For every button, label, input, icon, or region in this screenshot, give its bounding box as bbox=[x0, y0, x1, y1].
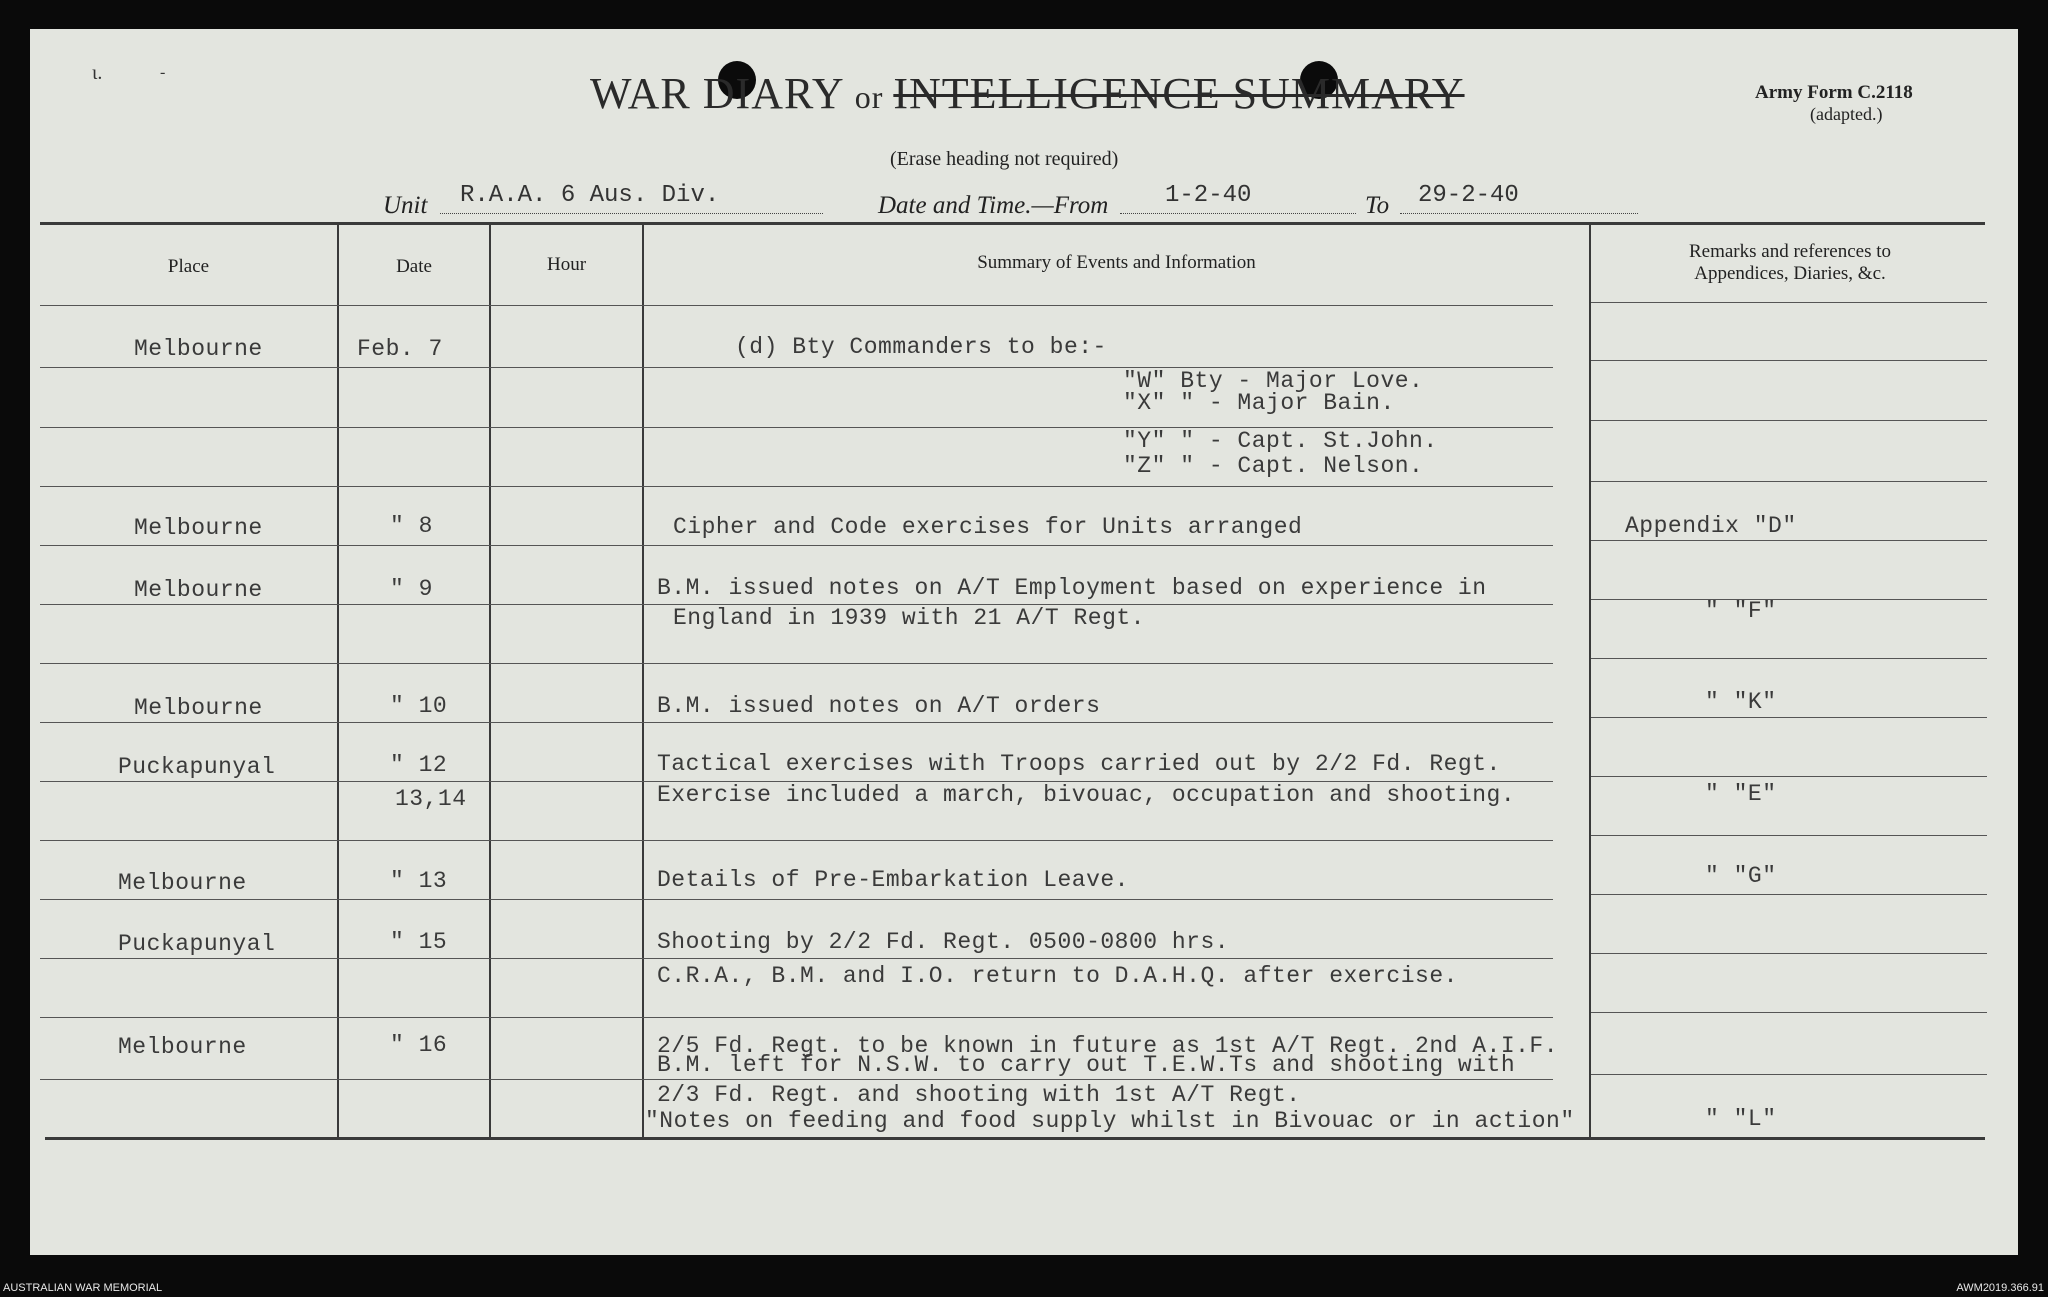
from-dotline bbox=[1120, 213, 1356, 214]
entry-summary: Details of Pre-Embarkation Leave. bbox=[657, 867, 1129, 893]
from-value: 1-2-40 bbox=[1165, 182, 1252, 209]
title-war-diary: WAR DIARY bbox=[590, 69, 845, 118]
col-header-summary: Summary of Events and Information bbox=[977, 252, 1256, 273]
row-rule bbox=[40, 1017, 1553, 1018]
page-title bbox=[590, 68, 1465, 119]
remarks-row-rule bbox=[1591, 1012, 1987, 1013]
entry-summary: (d) Bty Commanders to be:- bbox=[735, 334, 1107, 360]
entry-remark: " "K" bbox=[1705, 689, 1777, 715]
row-rule bbox=[40, 305, 1553, 306]
entry-place: Melbourne bbox=[134, 515, 263, 541]
entry-date: " 8 bbox=[390, 513, 433, 539]
to-value: 29-2-40 bbox=[1418, 182, 1519, 209]
remarks-row-rule bbox=[1591, 599, 1987, 600]
entry-summary: C.R.A., B.M. and I.O. return to D.A.H.Q. after exercise. bbox=[657, 963, 1458, 989]
entry-place: Melbourne bbox=[118, 870, 247, 896]
to-dotline bbox=[1400, 213, 1638, 214]
entry-summary: England in 1939 with 21 A/T Regt. bbox=[673, 605, 1145, 631]
entry-date: " 10 bbox=[390, 693, 448, 719]
remarks-row-rule bbox=[1591, 776, 1987, 777]
entry-summary: 2/5 Fd. Regt. to be known in future as 1st A/T Regt. 2nd A.I.F. bbox=[657, 1033, 1559, 1059]
entry-place: Melbourne bbox=[134, 695, 263, 721]
entry-date: " 15 bbox=[390, 929, 448, 955]
entry-place: Puckapunyal bbox=[118, 754, 276, 780]
col-divider-summary bbox=[1589, 224, 1591, 1139]
remarks-row-rule bbox=[1591, 1074, 1987, 1075]
entry-remark: " "L" bbox=[1705, 1106, 1777, 1132]
entry-remark: " "G" bbox=[1705, 863, 1777, 889]
remarks-row-rule bbox=[1591, 540, 1987, 541]
remarks-row-rule bbox=[1591, 835, 1987, 836]
col-header-date: Date bbox=[396, 256, 432, 277]
col-divider-place bbox=[337, 224, 339, 1139]
remarks-row-rule bbox=[1591, 953, 1987, 954]
remarks-row-rule bbox=[1591, 894, 1987, 895]
footer-credit: AUSTRALIAN WAR MEMORIAL bbox=[3, 1282, 163, 1294]
remarks-row-rule bbox=[1591, 717, 1987, 718]
entry-date: Feb. 7 bbox=[357, 336, 443, 362]
entry-summary: Shooting by 2/2 Fd. Regt. 0500-0800 hrs. bbox=[657, 929, 1230, 955]
unit-dotline bbox=[440, 213, 823, 214]
entry-remark: " "F" bbox=[1705, 598, 1777, 624]
row-rule bbox=[40, 722, 1553, 723]
col-divider-hour bbox=[642, 224, 644, 1139]
entry-place: Melbourne bbox=[134, 577, 263, 603]
unit-label: Unit bbox=[383, 192, 428, 219]
to-label: To bbox=[1365, 192, 1390, 219]
erase-note: (Erase heading not required) bbox=[890, 148, 1119, 170]
entry-remark: " "E" bbox=[1705, 781, 1777, 807]
entry-place: Melbourne bbox=[134, 336, 263, 362]
remarks-row-rule bbox=[1591, 658, 1987, 659]
title-or: or bbox=[854, 79, 884, 115]
pencil-mark: - bbox=[160, 64, 166, 81]
row-rule bbox=[40, 899, 1553, 900]
row-rule bbox=[40, 486, 1553, 487]
entry-remark: Appendix "D" bbox=[1625, 513, 1797, 539]
remarks-row-rule bbox=[1591, 420, 1987, 421]
col-header-remarks: Remarks and references to Appendices, Diaries, &c. bbox=[1688, 241, 1892, 284]
remarks-row-rule bbox=[1591, 302, 1987, 303]
entry-summary: "Notes on feeding and food supply whilst in Bivouac or in action" bbox=[645, 1108, 1575, 1134]
entry-summary: "Y" " - Capt. St.John. bbox=[1123, 428, 1438, 454]
entry-summary: "Z" " - Capt. Nelson. bbox=[1123, 453, 1424, 479]
row-rule bbox=[40, 958, 1553, 959]
footer-accession-number: AWM2019.366.91 bbox=[1956, 1282, 2044, 1294]
entry-summary: "W" Bty - Major Love. bbox=[1123, 368, 1424, 394]
entry-place: Puckapunyal bbox=[118, 931, 276, 957]
entry-summary: B.M. issued notes on A/T orders bbox=[657, 693, 1101, 719]
table-bottom-rule bbox=[45, 1137, 1985, 1140]
row-rule bbox=[40, 663, 1553, 664]
entry-date: " 9 bbox=[390, 576, 433, 602]
entry-summary: Tactical exercises with Troops carried out by 2/2 Fd. Regt. bbox=[657, 751, 1501, 777]
row-rule bbox=[40, 1079, 1553, 1080]
army-form-number: Army Form C.2118 bbox=[1755, 82, 1913, 103]
row-rule bbox=[40, 545, 1553, 546]
table-top-rule bbox=[40, 222, 1985, 225]
entry-summary: B.M. issued notes on A/T Employment based on experience in bbox=[657, 575, 1487, 601]
col-header-hour: Hour bbox=[546, 254, 587, 275]
col-header-place: Place bbox=[167, 256, 210, 277]
title-struck-intelligence-summary: INTELLIGENCE SUMMARY bbox=[893, 69, 1465, 118]
entry-date: " 13 bbox=[390, 868, 448, 894]
entry-place: Melbourne bbox=[118, 1034, 247, 1060]
entry-summary: Exercise included a march, bivouac, occupation and shooting. bbox=[657, 782, 1516, 808]
row-rule bbox=[40, 840, 1553, 841]
col-divider-date bbox=[489, 224, 491, 1139]
entry-summary: Cipher and Code exercises for Units arranged bbox=[673, 514, 1303, 540]
entry-date: " 16 bbox=[390, 1032, 448, 1058]
army-form-adapted: (adapted.) bbox=[1810, 104, 1883, 124]
entry-summary: B.M. left for N.S.W. to carry out T.E.W.Ts and shooting with bbox=[657, 1052, 1516, 1078]
pencil-mark: ι. bbox=[92, 62, 103, 84]
entry-summary: "X" " - Major Bain. bbox=[1123, 390, 1395, 416]
entry-summary: 2/3 Fd. Regt. and shooting with 1st A/T Regt. bbox=[657, 1082, 1301, 1108]
remarks-row-rule bbox=[1591, 481, 1987, 482]
remarks-row-rule bbox=[1591, 360, 1987, 361]
datetime-label: Date and Time.—From bbox=[878, 192, 1109, 219]
entry-date: " 12 bbox=[390, 752, 448, 778]
entry-date: 13,14 bbox=[395, 786, 467, 812]
unit-value: R.A.A. 6 Aus. Div. bbox=[460, 182, 720, 209]
